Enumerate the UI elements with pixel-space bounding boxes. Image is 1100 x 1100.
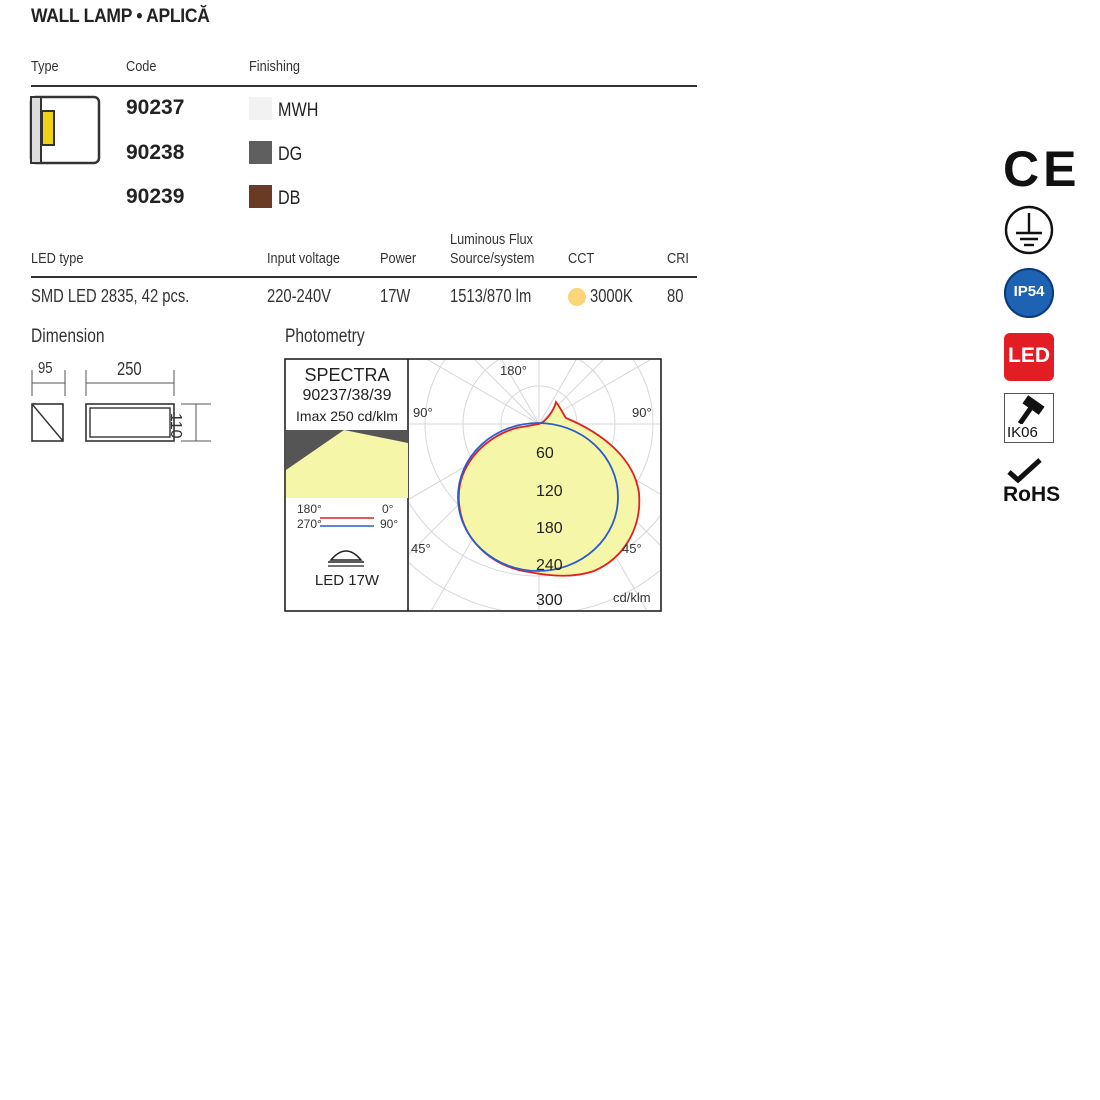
ip-rating-text: IP54	[1013, 283, 1045, 300]
legend-red-start: 180°	[297, 502, 322, 516]
input-voltage-header: Input voltage	[267, 250, 341, 267]
ce-mark-icon: CE	[1003, 141, 1081, 197]
rohs-text: RoHS	[1003, 483, 1061, 506]
angle-bottom-right: 45°	[622, 541, 642, 556]
finishing-header: Finishing	[249, 58, 301, 75]
input-voltage-value: 220-240V	[267, 286, 332, 306]
unit-label: cd/klm	[613, 590, 651, 605]
angle-left: 90°	[413, 405, 433, 420]
rohs-icon	[1003, 458, 1063, 510]
power-header: Power	[380, 250, 417, 267]
finish-label: DB	[278, 188, 301, 209]
finish-swatch	[249, 185, 272, 208]
power-value: 17W	[380, 286, 411, 306]
cct-value: 3000K	[590, 286, 633, 306]
lamp-label: LED 17W	[314, 572, 380, 589]
cct-color-dot	[568, 288, 586, 306]
led-type-value: SMD LED 2835, 42 pcs.	[31, 286, 190, 306]
angle-bottom-left: 45°	[411, 541, 431, 556]
legend-blue-start: 270°	[297, 517, 322, 531]
flux-header-line1: Luminous Flux	[450, 231, 533, 248]
cct-header: CCT	[568, 250, 595, 267]
finish-label: DG	[278, 144, 303, 165]
angle-right: 90°	[632, 405, 652, 420]
product-code: 90237	[126, 96, 185, 119]
ring-label: 60	[536, 445, 554, 462]
led-badge-text: LED	[1008, 344, 1050, 367]
ip-rating-icon	[1004, 268, 1054, 318]
product-code: 90238	[126, 141, 185, 164]
ring-label: 300	[536, 592, 563, 609]
wall-lamp-icon	[29, 95, 103, 167]
product-code: 90239	[126, 185, 185, 208]
cri-header: CRI	[667, 250, 689, 267]
dimension-label: Dimension	[31, 326, 105, 347]
specs-rule	[31, 276, 697, 278]
ring-label: 120	[536, 483, 563, 500]
legend-blue-end: 90°	[380, 517, 399, 531]
legend-red-end: 0°	[382, 502, 394, 516]
led-type-header: LED type	[31, 250, 84, 267]
flux-value: 1513/870 lm	[450, 286, 532, 306]
width-dimension: 250	[117, 359, 142, 379]
ik-rating-text: IK06	[1007, 424, 1038, 441]
led-badge-icon	[1004, 333, 1054, 381]
photometry-imax: Imax 250 cd/klm	[296, 408, 398, 424]
flux-header-line2: Source/system	[450, 250, 535, 267]
ik-rating-icon	[1004, 393, 1054, 443]
photometry-codes: 90237/38/39	[302, 387, 392, 404]
angle-top: 180°	[500, 363, 527, 378]
photometry-product-name: SPECTRA	[304, 365, 390, 385]
code-header: Code	[126, 58, 157, 75]
header-rule	[31, 85, 697, 87]
depth-dimension: 95	[38, 360, 53, 377]
type-header: Type	[31, 58, 59, 75]
hammer-icon	[1005, 394, 1053, 424]
checkmark-icon	[1005, 458, 1045, 484]
height-dimension: 110	[167, 413, 184, 439]
ring-label: 180	[536, 520, 563, 537]
finish-swatch	[249, 141, 272, 164]
finish-swatch	[249, 97, 272, 120]
page-title: WALL LAMP • APLICĂ	[31, 6, 210, 27]
photometry-label: Photometry	[285, 326, 365, 347]
ring-label: 240	[536, 557, 563, 574]
earth-ground-icon	[1003, 204, 1055, 256]
cri-value: 80	[667, 286, 684, 306]
finish-label: MWH	[278, 100, 319, 121]
